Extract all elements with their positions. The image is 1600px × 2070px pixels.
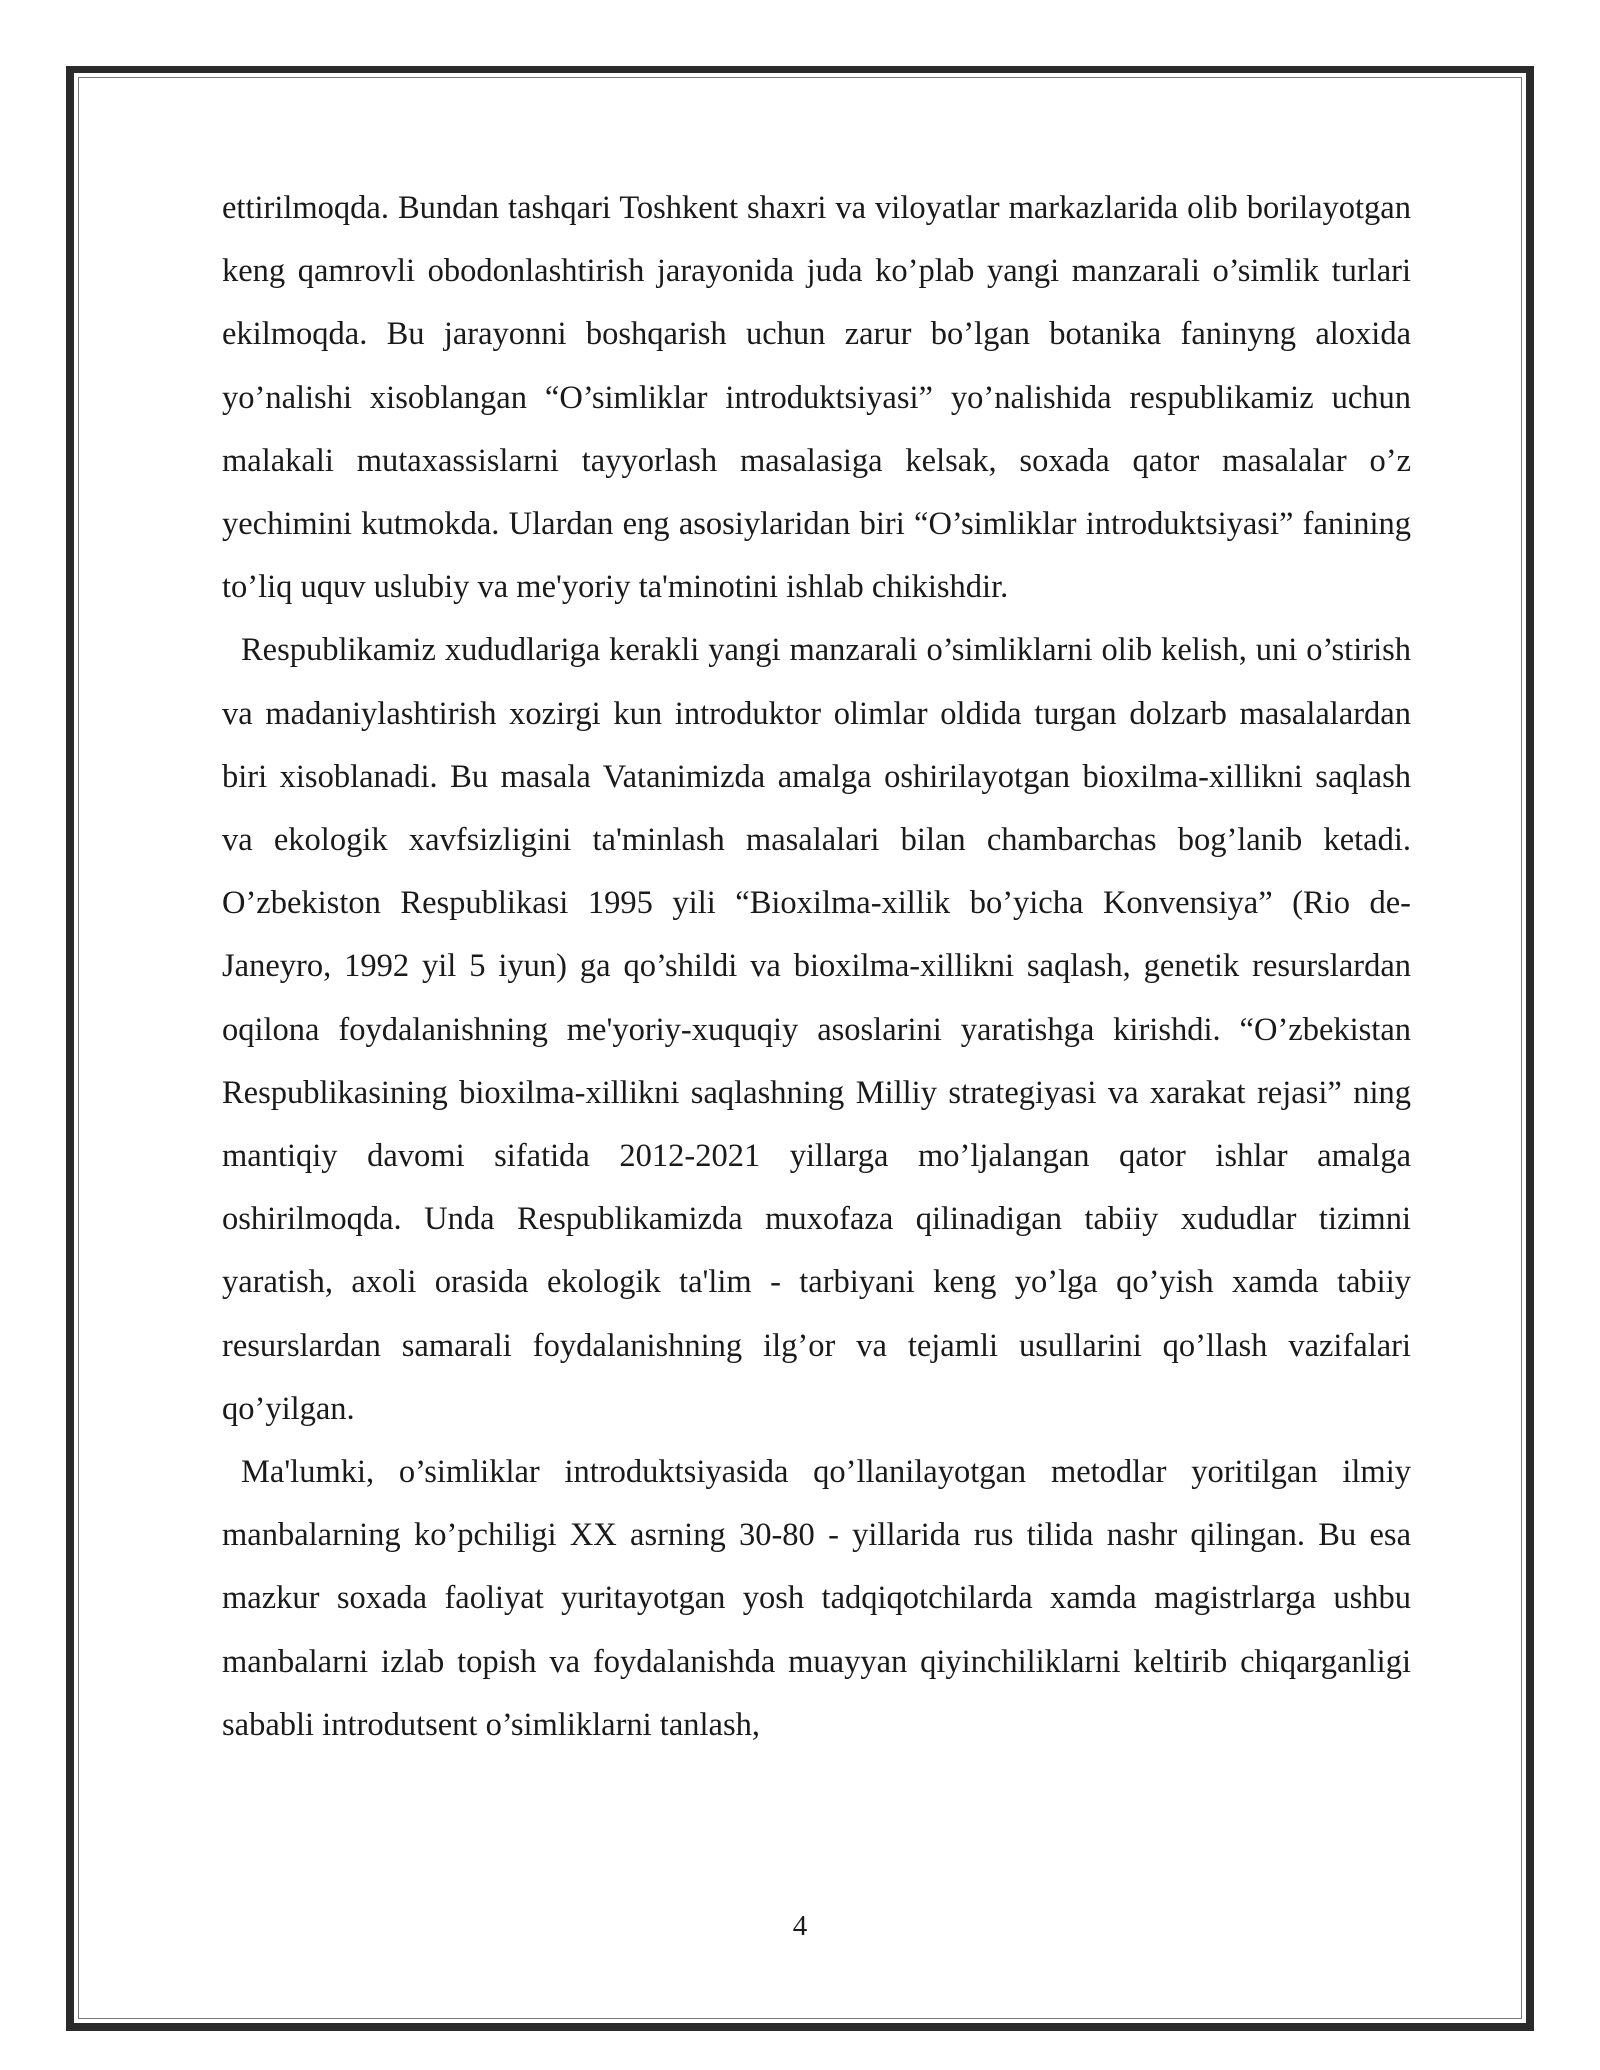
paragraph-continuation: ettirilmoqda. Bundan tashqari Toshkent shaxri va viloyatlar markazlarida olib borilayotgan keng qamrovli obodonlashtirish jarayonida juda ko’plab yangi manzarali o’simlik turlari ekilmoqda. Bu jarayonni boshqarish uchun zarur bo’lgan botanika faninyng aloxida yo’nalishi xisoblangan “O’simliklar introduktsiyasi” yo’nalishida respublikamiz uchun malakali mutaxassislarni tayyorlash masalasiga kelsak, soxada qator masalalar o’z yechimini kutmokda. Ulardan eng asosiylaridan biri “O’simliklar introduktsiyasi” fanining to’liq uquv uslubiy va me'yoriy ta'minotini ishlab chikishdir. <box>222 190 1411 606</box>
body-text <box>222 177 1411 1757</box>
paragraph: Ma'lumki, o’simliklar introduktsiyasida qo’llanilayotgan metodlar yoritilgan ilmiy manbalarning ko’pchiligi XX asrning 30-80 - yillarida rus tilida nashr qilingan. Bu esa mazkur soxada faoliyat yuritayotgan yosh tadqiqotchilarda xamda magistrlarga ushbu manbalarni izlab topish va foydalanishda muayyan qiyinchiliklarni keltirib chiqarganligi sababli introdutsent o’simliklarni tanlash, <box>222 1454 1411 1743</box>
paragraph: Respublikamiz xududlariga kerakli yangi manzarali o’simliklarni olib kelish, uni o’stirish va madaniylashtirish xozirgi kun introduktor olimlar oldida turgan dolzarb masalalardan biri xisoblanadi. Bu masala Vatanimizda amalga oshirilayotgan bioxilma-xillikni saqlash va ekologik xavfsizligini ta'minlash masalalari bilan chambarchas bog’lanib ketadi. O’zbekiston Respublikasi 1995 yili “Bioxilma-xillik bo’yicha Konvensiya” (Rio de-Janeyro, 1992 yil 5 iyun) ga qo’shildi va bioxilma-xillikni saqlash, genetik resurslardan oqilona foydalanishning me'yoriy-xuquqiy asoslarini yaratishga kirishdi. “O’zbekistan Respublikasining bioxilma-xillikni saqlashning Milliy strategiyasi va xarakat rejasi” ning mantiqiy davomi sifatida 2012-2021 yillarga mo’ljalangan qator ishlar amalga oshirilmoqda. Unda Respublikamizda muxofaza qilinadigan tabiiy xududlar tizimni yaratish, axoli orasida ekologik ta'lim - tarbiyani keng yo’lga qo’yish xamda tabiiy resurslardan samarali foydalanishning ilg’or va tejamli usullarini qo’llash vazifalari qo’yilgan. <box>222 632 1411 1427</box>
page-number: 4 <box>792 1910 808 1942</box>
